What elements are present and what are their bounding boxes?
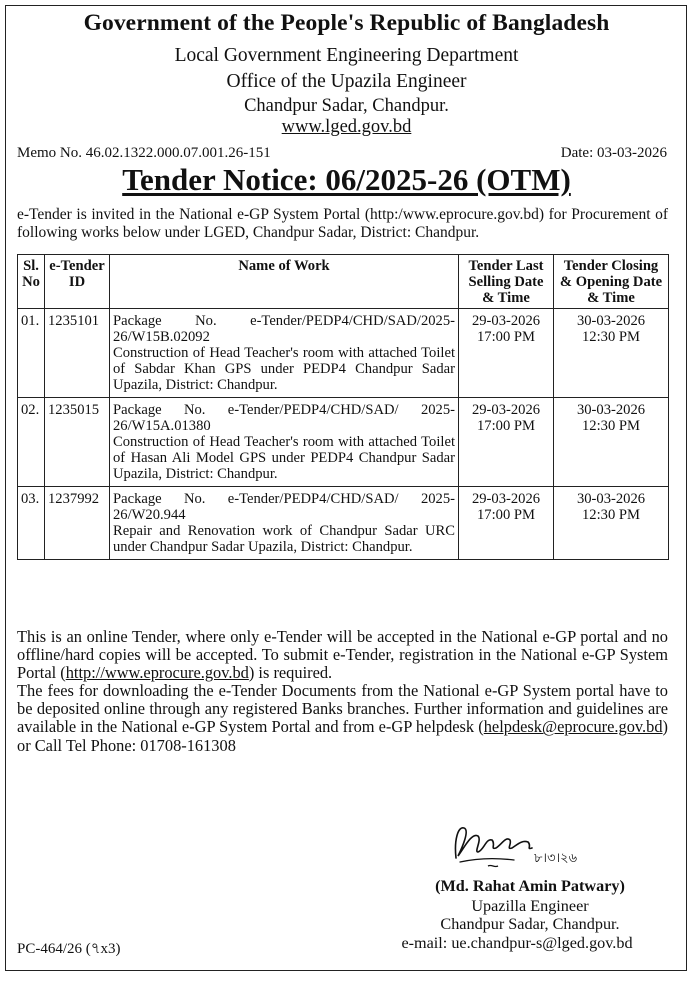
note-text: ) or Call Tel Phone: 01708-161308 [17,717,668,755]
notice-date: Date: 03-03-2026 [560,145,667,161]
row-selling-date: 29-03-2026 [471,402,541,418]
row-package: Package No. e-Tender/PEDP4/CHD/SAD/2025-26/W15B.02092 [113,313,455,345]
row-closing-time: 12:30 PM [582,329,640,345]
header-tender-id: e-Tender ID [45,255,110,309]
row-sl: 02. [18,398,45,487]
signatory-office: Chandpur Sadar, Chandpur. [440,915,620,933]
signature-date: ৮।৩।২৬ [534,851,578,866]
row-selling-time: 17:00 PM [477,329,535,345]
header-sl: Sl. No [18,255,45,309]
signatory-name: (Md. Rahat Amin Patwary) [435,877,625,895]
table-row [18,398,669,487]
row-sl: 01. [18,309,45,398]
pc-reference: PC-464/26 (৭x3) [17,941,121,957]
helpdesk-email-link[interactable]: helpdesk@eprocure.gov.bd [483,717,663,737]
row-selling-date: 29-03-2026 [471,491,541,507]
memo-number: Memo No. 46.02.1322.000.07.001.26-151 [17,145,271,161]
table-row [18,487,669,560]
signatory-email: e-mail: ue.chandpur-s@lged.gov.bd [401,934,633,952]
row-closing-time: 12:30 PM [582,418,640,434]
row-selling [459,487,554,560]
note-text: The fees for downloading the e-Tender Documents from the National e-GP System portal have to be deposited online through any registered Banks branches. Further information and guidelines are available in the National e-GP System Portal and from e-GP helpdesk ( [17,681,668,737]
note-text: ) is required. [248,663,333,683]
works-table [17,254,669,560]
notice-title: Tender Notice: 06/2025-26 (OTM) [122,162,571,197]
notes-section [17,628,668,755]
row-description: Construction of Head Teacher's room with attached Toilet of Sabdar Khan GPS under PEDP4 Chandpur Sadar Upazila, District: Chandpur. [113,345,455,393]
government-title: Government of the People's Republic of Bangladesh [83,10,610,36]
online-tender-note [17,628,668,682]
row-closing-date: 30-03-2026 [576,313,646,329]
table-header-row [18,255,669,309]
row-closing-date: 30-03-2026 [576,402,646,418]
row-closing-date: 30-03-2026 [576,491,646,507]
eprocure-link[interactable]: http://www.eprocure.gov.bd [65,663,249,683]
row-tender-id: 1235101 [45,309,110,398]
row-selling-date: 29-03-2026 [471,313,541,329]
row-package: Package No. e-Tender/PEDP4/CHD/SAD/ 2025-26/W20.944 [113,491,455,523]
row-selling [459,309,554,398]
row-closing [554,398,669,487]
fees-note [17,682,668,754]
row-closing-time: 12:30 PM [582,507,640,523]
row-closing [554,487,669,560]
row-work [110,487,459,560]
row-tender-id: 1235015 [45,398,110,487]
header-selling-date: Tender Last Selling Date & Time [459,255,554,309]
intro-paragraph: e-Tender is invited in the National e-GP System Portal (http:/www.eprocure.gov.bd) for Procurement of following works below under LGED, Chandpur Sadar, District: Chandpur. [17,206,668,241]
row-work [110,398,459,487]
row-work [110,309,459,398]
row-description: Repair and Renovation work of Chandpur Sadar URC under Chandpur Sadar Upazila, District: Chandpur. [113,523,455,555]
note-text: This is an online Tender, where only e-Tender will be accepted in the National e-GP portal and no offline/hard copies will be accepted. To submit e-Tender, registration in the National e-GP System Portal ( [17,627,668,683]
office-name: Office of the Upazila Engineer [226,71,467,92]
department-name: Local Government Engineering Department [174,45,519,66]
row-package: Package No. e-Tender/PEDP4/CHD/SAD/ 2025-26/W15A.01380 [113,402,455,434]
row-description: Construction of Head Teacher's room with attached Toilet of Hasan Ali Model GPS under PEDP4 Chandpur Sadar Upazila, District: Chandpur. [113,434,455,482]
website-link[interactable]: www.lged.gov.bd [281,117,412,137]
row-selling-time: 17:00 PM [477,507,535,523]
row-selling-time: 17:00 PM [477,418,535,434]
row-closing [554,309,669,398]
signatory-designation: Upazilla Engineer [471,897,589,915]
handwritten-signature [448,818,588,874]
row-selling [459,398,554,487]
office-location: Chandpur Sadar, Chandpur. [244,96,449,116]
table-row [18,309,669,398]
row-tender-id: 1237992 [45,487,110,560]
header-name-of-work: Name of Work [110,255,459,309]
row-sl: 03. [18,487,45,560]
header-closing-date: Tender Closing & Opening Date & Time [554,255,669,309]
